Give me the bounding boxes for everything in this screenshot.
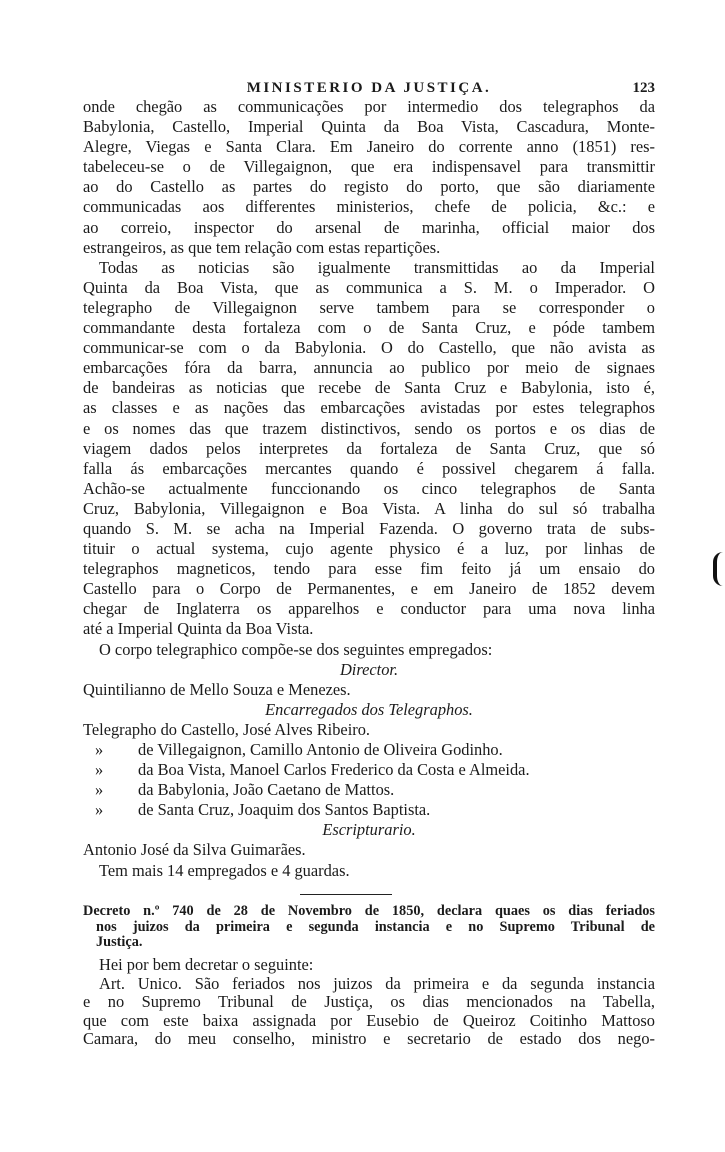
text-line: ao correio, inspector do arsenal de marinha, official maior dos	[83, 217, 655, 237]
text-line: Camara, do meu conselho, ministro e secretario de estado dos nego-	[83, 1029, 655, 1049]
list-item-text: de Santa Cruz, Joaquim dos Santos Baptista.	[138, 800, 431, 820]
text-line: onde chegão as communicações por intermedio dos telegraphos da	[83, 97, 655, 116]
director-name: Quintilianno de Mello Souza e Menezes.	[83, 679, 351, 699]
section-divider	[300, 894, 392, 895]
escripturario-name: Antonio José da Silva Guimarães.	[83, 840, 306, 860]
text-line: tituir o actual systema, cujo agente physico é a luz, por linhas de	[83, 539, 655, 559]
text-line: falla ás embarcações mercantes quando é possivel chegarem á falla.	[83, 458, 655, 478]
text-line: e no Supremo Tribunal de Justiça, os dias mencionados na Tabella,	[83, 992, 655, 1012]
text-line: de bandeiras as noticias que recebe de Santa Cruz e Babylonia, isto é,	[83, 378, 655, 398]
text-line: communicar-se com o da Babylonia. O do Castello, que não avista as	[83, 338, 655, 358]
text-line: embarcações fóra da barra, annuncia ao publico por meio de signaes	[83, 358, 655, 378]
text-line: Todas as noticias são igualmente transmittidas ao da Imperial	[99, 257, 655, 277]
text-line: ao do Castello as partes do registo do porto, que são diariamente	[83, 177, 655, 197]
list-item-text: de Villegaignon, Camillo Antonio de Oliveira Godinho.	[138, 740, 503, 759]
text-line: Alegre, Viegas e Santa Clara. Em Janeiro do corrente anno (1851) res-	[83, 137, 655, 157]
text-line: Cruz, Babylonia, Villegaignon e Boa Vista. A linha do sul só trabalha	[83, 498, 655, 518]
section-heading-encarregados: Encarregados dos Telegraphos.	[265, 699, 473, 719]
list-item	[83, 800, 655, 820]
decree-title-line: nos juizos da primeira e segunda instancia e no Supremo Tribunal de	[96, 918, 655, 935]
running-title: MINISTERIO DA JUSTIÇA.	[246, 80, 492, 96]
list-item	[83, 760, 655, 780]
section-heading-escripturario: Escripturario.	[322, 820, 416, 840]
text-line: Castello para o Corpo de Permanentes, e em Janeiro de 1852 devem	[83, 579, 655, 599]
ditto-mark: »	[95, 780, 104, 800]
text-line: O corpo telegraphico compõe-se dos seguintes empregados:	[99, 639, 493, 659]
text-line: tabeleceu-se o de Villegaignon, que era indispensavel para transmittir	[83, 157, 655, 177]
text-line: telegraphos magneticos, tendo para esse fim feito já um ensaio do	[83, 559, 655, 579]
decree-body	[83, 956, 655, 1049]
ditto-mark: »	[95, 760, 104, 780]
text-line: Art. Unico. São feriados nos juizos da primeira e da segunda instancia	[99, 973, 655, 993]
scan-edge-mark	[713, 552, 725, 586]
text-line: viagem dados pelos interpretes da fortaleza de Santa Cruz, que só	[83, 438, 655, 458]
section-heading-director: Director.	[339, 659, 399, 679]
ditto-mark: »	[95, 800, 104, 820]
page-number: 123	[632, 80, 655, 96]
ditto-mark: »	[95, 740, 104, 759]
text-line: Achão-se actualmente funccionando os cinco telegraphos de Santa	[83, 478, 655, 498]
list-item	[83, 740, 655, 760]
text-line: quando S. M. se acha na Imperial Fazenda. O governo trata de subs-	[83, 518, 655, 538]
list-item: Telegrapho do Castello, José Alves Ribeiro.	[83, 719, 371, 739]
decree-title-line: Justiça.	[96, 934, 143, 951]
text-line: Quinta da Boa Vista, que as communica a S. M. o Imperador. O	[83, 277, 655, 297]
text-line: commandante desta fortaleza com o de Santa Cruz, e póde tambem	[83, 318, 655, 338]
list-item	[83, 780, 655, 800]
text-line: estrangeiros, as que tem relação com estas repartições.	[83, 237, 441, 257]
decree-title-line: Decreto n.º 740 de 28 de Novembro de 1850, declara quaes os dias feriados	[83, 903, 655, 919]
text-line: chegar de Inglaterra os apparelhos e conductor para uma nova linha	[83, 599, 655, 619]
text-line: que com este baixa assignada por Eusebio de Queiroz Coitinho Mattoso	[83, 1010, 655, 1030]
list-item-text: da Boa Vista, Manoel Carlos Frederico da Costa e Almeida.	[138, 760, 530, 780]
list-item-text: da Babylonia, João Caetano de Mattos.	[138, 780, 395, 800]
text-line: e os nomes das que trazem distinctivos, sendo os portos e os dias de	[83, 418, 655, 438]
text-line: Babylonia, Castello, Imperial Quinta da Boa Vista, Cascadura, Monte-	[83, 117, 655, 137]
staff-count: Tem mais 14 empregados e 4 guardas.	[99, 860, 350, 880]
text-line: communicadas aos differentes ministerios, chefe de policia, &c.: e	[83, 197, 655, 217]
text-line: telegrapho de Villegaignon serve tambem para se corresponder o	[83, 297, 655, 317]
body-text	[83, 97, 655, 881]
text-line: as classes e as nações das embarcações avistadas por estes telegraphos	[83, 398, 655, 418]
text-line: até a Imperial Quinta da Boa Vista.	[83, 619, 314, 639]
text-line: Hei por bem decretar o seguinte:	[99, 955, 314, 974]
decree-title	[83, 904, 655, 951]
